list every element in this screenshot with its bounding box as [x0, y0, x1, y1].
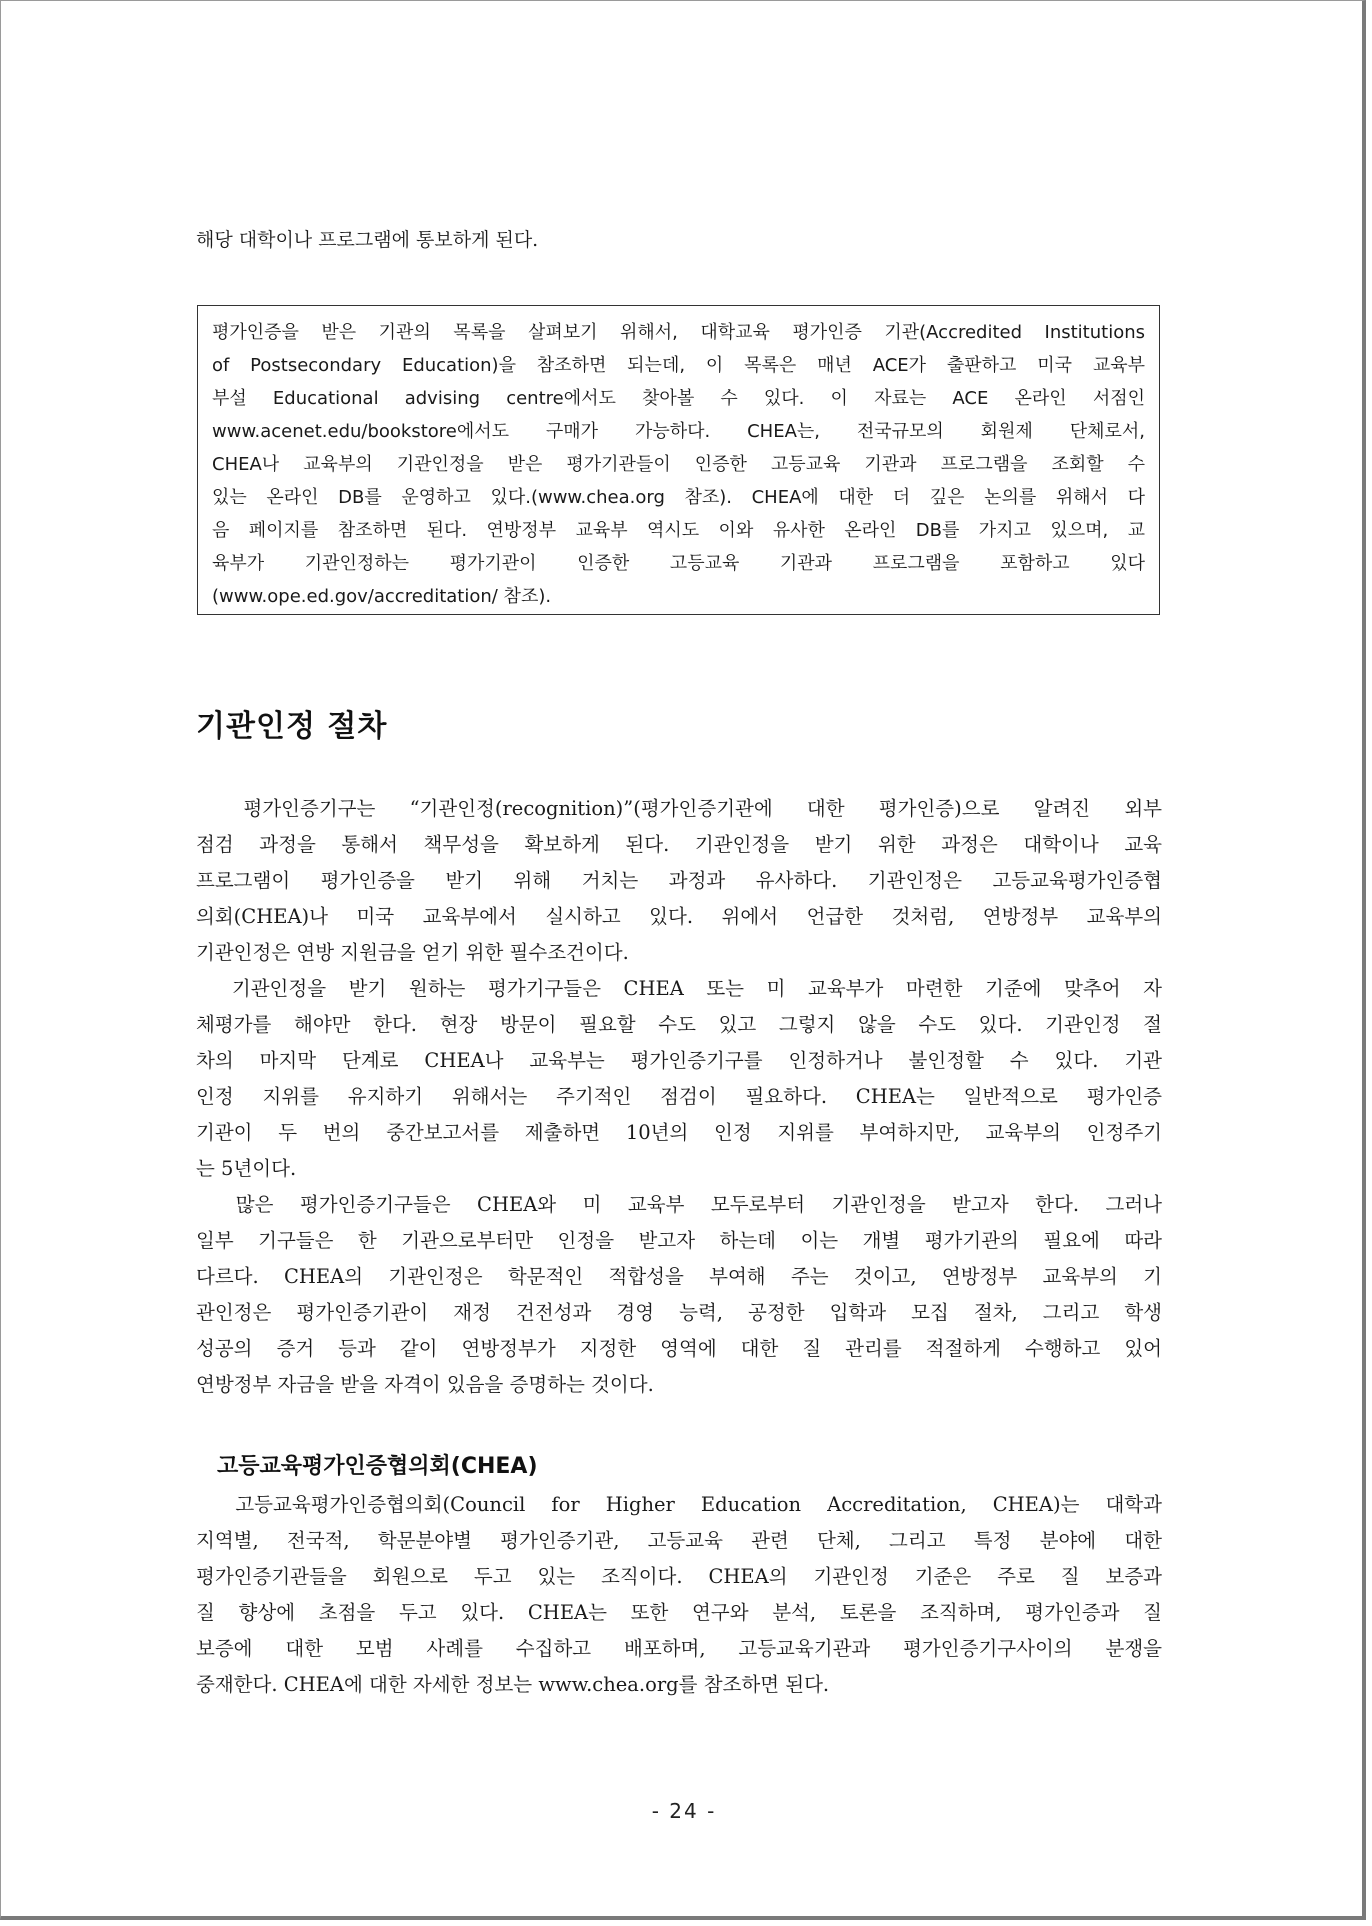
body-line: 프로그램이 평가인증을 받기 위해 거치는 과정과 유사하다. 기관인정은 고등교육평가인증협: [196, 869, 1162, 892]
sub-heading: 고등교육평가인증협의회(CHEA): [217, 1454, 538, 1479]
info-box-line: CHEA나 교육부의 기관인정을 받은 평가기관들이 인증한 고등교육 기관과 프로그램을 조회할 수: [212, 454, 1145, 475]
body-line: 연방정부 자금을 받을 자격이 있음을 증명하는 것이다.: [196, 1373, 654, 1396]
info-box-line: 있는 온라인 DB를 운영하고 있다.(www.chea.org 참조). CHEA에 대한 더 깊은 논의를 위해서 다: [212, 487, 1145, 508]
body-line: 많은 평가인증기구들은 CHEA와 미 교육부 모두로부터 기관인정을 받고자 한다. 그러나: [196, 1193, 1162, 1216]
body-line: 평가인증기관들을 회원으로 두고 있는 조직이다. CHEA의 기관인정 기준은 주로 질 보증과: [196, 1565, 1162, 1588]
body-line: 차의 마지막 단계로 CHEA나 교육부는 평가인증기구를 인정하거나 불인정할 수 있다. 기관: [196, 1049, 1162, 1072]
info-box-line: 음 페이지를 참조하면 된다. 연방정부 교육부 역시도 이와 유사한 온라인 DB를 가지고 있으며, 교: [212, 520, 1145, 541]
body-line: 인정 지위를 유지하기 위해서는 주기적인 점검이 필요하다. CHEA는 일반적으로 평가인증: [196, 1085, 1162, 1108]
intro-line: 해당 대학이나 프로그램에 통보하게 된다.: [196, 229, 539, 251]
body-line: 보증에 대한 모범 사례를 수집하고 배포하며, 고등교육기관과 평가인증기구사이의 분쟁을: [196, 1637, 1162, 1660]
body-line: 중재한다. CHEA에 대한 자세한 정보는 www.chea.org를 참조하면 된다.: [196, 1673, 830, 1696]
body-line: 평가인증기구는 “기관인정(recognition)”(평가인증기관에 대한 평가인증)으로 알려진 외부: [196, 797, 1162, 820]
section-body: [196, 791, 1162, 1403]
info-box: [197, 305, 1160, 615]
info-box-line: (www.ope.ed.gov/accreditation/ 참조).: [212, 586, 552, 607]
body-line: 는 5년이다.: [196, 1157, 297, 1180]
info-box-line: 부설 Educational advising centre에서도 찾아볼 수 있다. 이 자료는 ACE 온라인 서점인: [212, 388, 1145, 409]
body-line: 고등교육평가인증협의회(Council for Higher Education Accreditation, CHEA)는 대학과: [196, 1493, 1162, 1516]
body-line: 기관인정은 연방 지원금을 얻기 위한 필수조건이다.: [196, 941, 629, 964]
body-line: 체평가를 해야만 한다. 현장 방문이 필요할 수도 있고 그렇지 않을 수도 있다. 기관인정 절: [196, 1013, 1162, 1036]
info-box-line: of Postsecondary Education)을 참조하면 되는데, 이 목록은 매년 ACE가 출판하고 미국 교육부: [212, 355, 1145, 376]
body-line: 점검 과정을 통해서 책무성을 확보하게 된다. 기관인정을 받기 위한 과정은 대학이나 교육: [196, 833, 1162, 856]
section-heading: 기관인정 절차: [196, 709, 388, 744]
body-line: 일부 기구들은 한 기관으로부터만 인정을 받고자 하는데 이는 개별 평가기관의 필요에 따라: [196, 1229, 1162, 1252]
body-line: 질 향상에 초점을 두고 있다. CHEA는 또한 연구와 분석, 토론을 조직하며, 평가인증과 질: [196, 1601, 1162, 1624]
body-line: 의회(CHEA)나 미국 교육부에서 실시하고 있다. 위에서 언급한 것처럼, 연방정부 교육부의: [196, 905, 1162, 928]
body-line: 다르다. CHEA의 기관인정은 학문적인 적합성을 부여해 주는 것이고, 연방정부 교육부의 기: [196, 1265, 1162, 1288]
body-line: 지역별, 전국적, 학문분야별 평가인증기관, 고등교육 관련 단체, 그리고 특정 분야에 대한: [196, 1529, 1162, 1552]
body-line: 기관인정을 받기 원하는 평가기구들은 CHEA 또는 미 교육부가 마련한 기준에 맞추어 자: [196, 977, 1162, 1000]
body-line: 성공의 증거 등과 같이 연방정부가 지정한 영역에 대한 질 관리를 적절하게 수행하고 있어: [196, 1337, 1162, 1360]
sub-section-body: [196, 1487, 1162, 1703]
body-line: 기관이 두 번의 중간보고서를 제출하면 10년의 인정 지위를 부여하지만, 교육부의 인정주기: [196, 1121, 1162, 1144]
info-box-line: 평가인증을 받은 기관의 목록을 살펴보기 위해서, 대학교육 평가인증 기관(Accredited Institutions: [212, 322, 1145, 343]
info-box-line: 육부가 기관인정하는 평가기관이 인증한 고등교육 기관과 프로그램을 포함하고 있다: [212, 553, 1145, 574]
body-line: 관인정은 평가인증기관이 재정 건전성과 경영 능력, 공정한 입학과 모집 절차, 그리고 학생: [196, 1301, 1162, 1324]
info-box-line: www.acenet.edu/bookstore에서도 구매가 가능하다. CHEA는, 전국규모의 회원제 단체로서,: [212, 421, 1145, 442]
page-number: - 24 -: [651, 1799, 717, 1823]
